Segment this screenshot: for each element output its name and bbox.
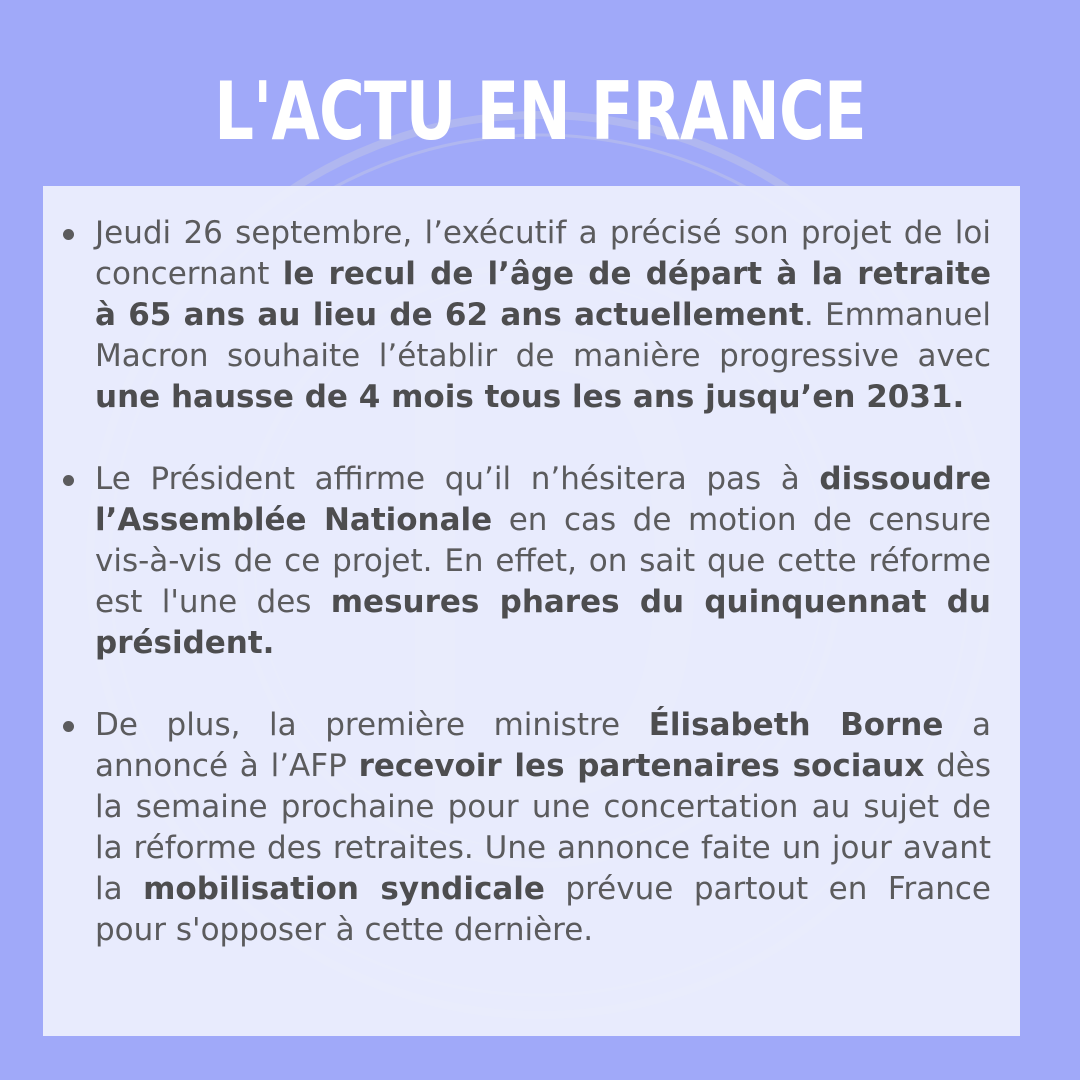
news-item bbox=[95, 705, 991, 951]
news-list bbox=[95, 213, 991, 951]
news-text: dès la semaine prochaine pour une concertation au sujet de la réforme des retraites. Une annonce faite un jour avant la bbox=[95, 748, 991, 907]
news-highlight: Élisabeth Borne bbox=[648, 707, 944, 743]
page-title: L'ACTU EN FRANCE bbox=[214, 65, 866, 158]
news-text: en cas de motion de censure vis-à-vis de ce projet. En effet, on sait que cette réforme est l'une des bbox=[95, 502, 991, 620]
news-item bbox=[95, 459, 991, 664]
content-panel bbox=[43, 186, 1020, 1036]
news-text: Le Président affirme qu’il n’hésitera pas à bbox=[95, 461, 820, 497]
news-item bbox=[95, 213, 991, 418]
news-highlight: une hausse de 4 mois tous les ans jusqu’en 2031. bbox=[95, 379, 965, 415]
news-highlight: mesures phares du quinquennat du président. bbox=[95, 584, 991, 661]
news-text: a annoncé à l’AFP bbox=[95, 707, 991, 784]
news-text: De plus, la première ministre bbox=[95, 707, 649, 743]
news-highlight: dissoudre l’Assemblée Nationale bbox=[95, 461, 991, 538]
news-highlight: mobilisation syndicale bbox=[143, 871, 545, 907]
news-highlight: le recul de l’âge de départ à la retraite à 65 ans au lieu de 62 ans actuellement bbox=[95, 256, 991, 333]
news-text: Jeudi 26 septembre, l’exécutif a précisé son projet de loi concernant bbox=[95, 215, 991, 292]
news-text: prévue partout en France pour s'opposer à cette dernière. bbox=[95, 871, 991, 948]
news-highlight: recevoir les partenaires sociaux bbox=[358, 748, 925, 784]
news-text: . Emmanuel Macron souhaite l’établir de manière progressive avec bbox=[95, 297, 991, 374]
